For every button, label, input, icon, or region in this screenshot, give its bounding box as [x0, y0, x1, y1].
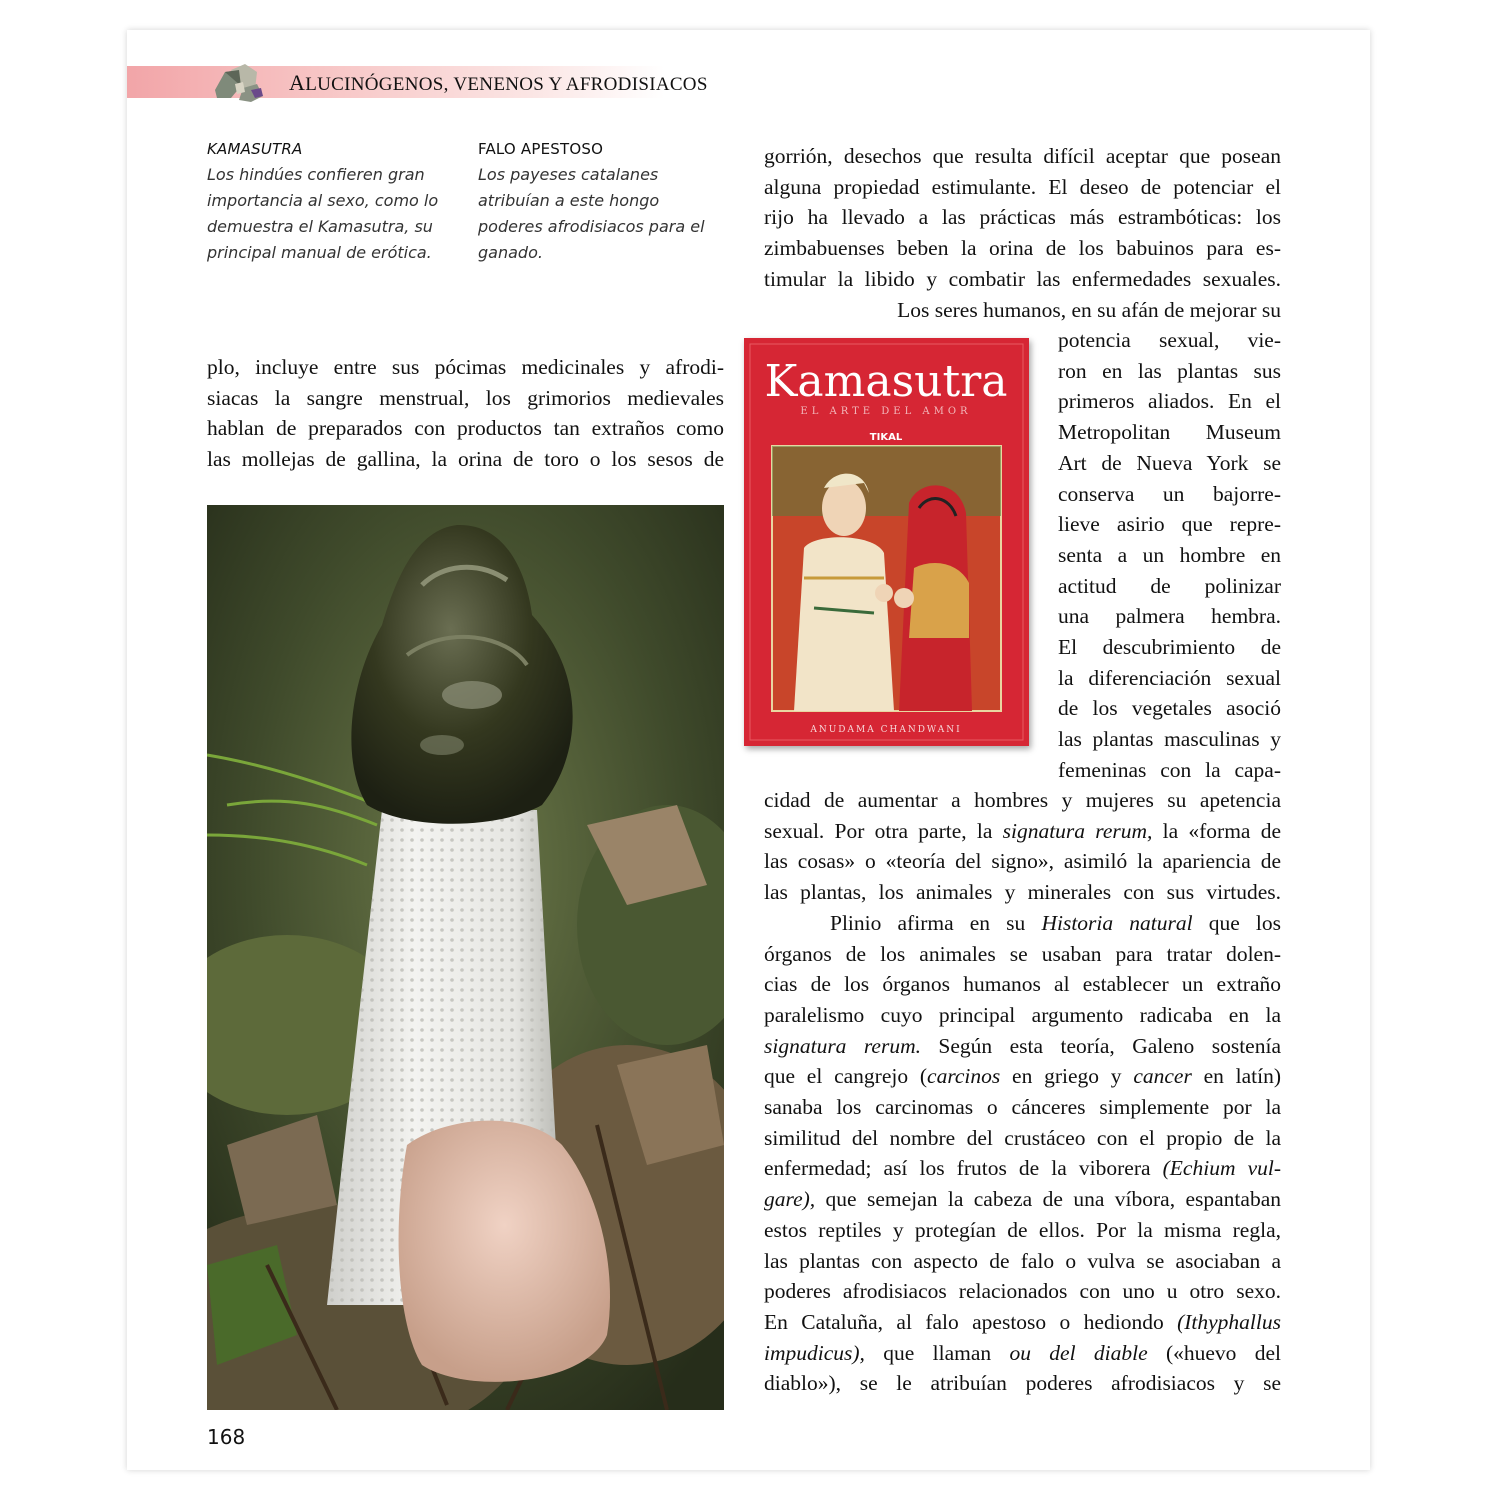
right-column-wrap	[1058, 325, 1281, 786]
caption-line: Los hindúes confieren gran	[207, 165, 425, 184]
text-line: gorrión, desechos que resulta difícil aceptar que posean	[764, 144, 1281, 168]
book-page	[127, 30, 1370, 1470]
left-column-text	[207, 352, 724, 475]
text-line: cidad de aumentar a hombres y mujeres su apetencia	[764, 788, 1281, 812]
text-line: senta a un hombre en	[1058, 542, 1281, 567]
text-line: rijo ha llevado a las prácticas más estrambóticas: los	[764, 205, 1281, 230]
text-line: enfermedad; así los frutos de la viborera (Echium vul-	[764, 1156, 1281, 1181]
text-line: diablo»), se le atribuían poderes afrodisiacos y se	[764, 1371, 1281, 1396]
running-header-title: ALUCINÓGENOS, VENENOS Y AFRODISIACOS	[289, 70, 708, 95]
caption-line: Los payeses catalanes	[478, 165, 659, 184]
text-line: impudicus), que llaman ou del diable («huevo del	[764, 1340, 1281, 1365]
text-line: Art de Nueva York se	[1058, 450, 1281, 475]
text-line: las plantas masculinas y	[1058, 727, 1281, 752]
text-line: que el cangrejo (carcinos en griego y cancer en latín)	[764, 1064, 1282, 1089]
text-line: actitud de polinizar	[1058, 573, 1281, 598]
caption-line: principal manual de erótica.	[207, 243, 432, 262]
text-line: En Cataluña, al falo apestoso o hediondo (Ithyphallus	[764, 1309, 1281, 1334]
text-line: las cosas» o «teoría del signo», asimiló la apariencia de	[764, 849, 1281, 874]
kamasutra-book-cover	[744, 338, 1029, 746]
caption-line: importancia al sexo, como lo	[207, 191, 439, 210]
text-line: sanaba los carcinomas o cánceres simplemente por la	[764, 1095, 1281, 1120]
text-line: sexual. Por otra parte, la signatura rerum, la «forma de	[764, 818, 1281, 843]
text-line: cias de los órganos humanos al establecer un extraño	[764, 972, 1281, 997]
text-line: alguna propiedad estimulante. El deseo de potenciar el	[764, 174, 1281, 199]
caption-line: demuestra el Kamasutra, su	[207, 217, 433, 236]
text-line: Plinio afirma en su Historia natural que los	[830, 910, 1282, 935]
text-line: conserva un bajorre-	[1058, 481, 1281, 506]
book-subtitle: EL ARTE DEL AMOR	[800, 406, 972, 417]
text-line: plo, incluye entre sus pócimas medicinales y afrodi-	[207, 355, 724, 379]
text-line: las plantas con aspecto de falo o vulva se asociaban a	[764, 1248, 1281, 1273]
text-line: zimbabuenses beben la orina de los babuinos para es-	[764, 236, 1281, 261]
text-line: las plantas, los animales y minerales con sus virtudes.	[764, 880, 1281, 905]
text-line: signatura rerum. Según esta teoría, Galeno sostenía	[764, 1033, 1281, 1058]
caption-line: atribuían a este hongo	[478, 191, 660, 210]
text-line: la diferenciación sexual	[1058, 665, 1281, 690]
text-line: paralelismo cuyo principal argumento radicaba en la	[764, 1002, 1281, 1027]
minerals-icon	[211, 60, 267, 104]
text-line: órganos de los animales se usaban para tratar dolen-	[764, 941, 1281, 966]
text-line: El descubrimiento de	[1058, 635, 1281, 660]
text-line: timular la libido y combatir las enfermedades sexuales.	[764, 266, 1281, 291]
caption-line: poderes afrodisiacos para el	[478, 217, 705, 236]
text-line: potencia sexual, vie-	[1058, 328, 1281, 352]
text-line: hablan de preparados con productos tan extraños como	[207, 416, 724, 441]
stinkhorn-mushroom-photo	[207, 505, 724, 1410]
caption-kamasutra	[207, 136, 467, 266]
page-number: 168	[207, 1425, 246, 1449]
caption-line: ganado.	[478, 243, 543, 262]
text-line: una palmera hembra.	[1058, 604, 1281, 629]
book-publisher: TIKAL	[869, 432, 903, 443]
book-title: Kamasutra	[764, 356, 1008, 407]
caption-title: FALO APESTOSO	[478, 140, 604, 158]
text-line: femeninas con la capa-	[1058, 757, 1281, 782]
text-line: lieve asirio que repre-	[1058, 512, 1281, 537]
caption-falo-apestoso	[478, 136, 738, 266]
text-line: estos reptiles y protegían de ellos. Por la misma regla,	[764, 1217, 1281, 1242]
text-line: similitud del nombre del crustáceo con el propio de la	[764, 1125, 1281, 1150]
text-line: primeros aliados. En el	[1058, 389, 1281, 414]
text-line: las mollejas de gallina, la orina de toro o los sesos de	[207, 447, 724, 472]
right-column-top	[764, 141, 1281, 325]
text-line: Metropolitan Museum	[1058, 420, 1281, 445]
text-line: Los seres humanos, en su afán de mejorar su	[897, 297, 1281, 322]
book-author: ANUDAMA CHANDWANI	[810, 725, 962, 735]
text-line: poderes afrodisiacos relacionados con uno u otro sexo.	[764, 1279, 1281, 1304]
text-line: siacas la sangre menstrual, los grimorios medievales	[207, 385, 724, 410]
text-line: ron en las plantas sus	[1058, 358, 1281, 383]
text-line: gare), que semejan la cabeza de una víbora, espantaban	[764, 1187, 1281, 1212]
text-line: de los vegetales asoció	[1058, 696, 1281, 721]
right-column-bottom	[764, 785, 1281, 1399]
caption-title: KAMASUTRA	[207, 140, 303, 158]
